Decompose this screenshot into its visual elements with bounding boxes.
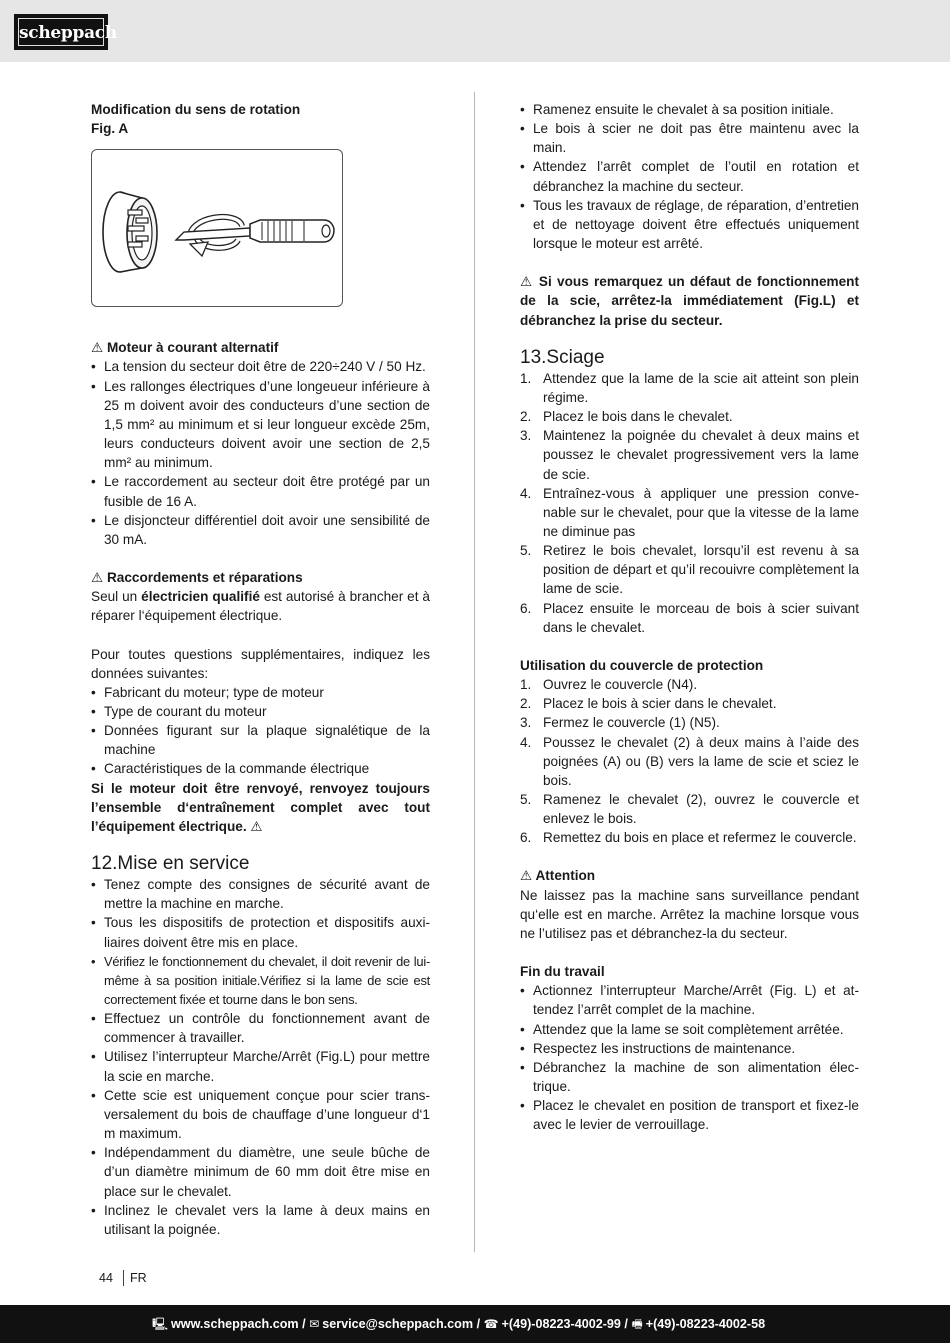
item-number: 6. <box>520 600 532 616</box>
section-13-list <box>520 369 859 637</box>
list-item: • Cette scie est uniquement conçue pour scier transversalement du bois de chauffage d’une longueur d‘1 m maximum. <box>91 1086 430 1143</box>
list-item: • Effectuez un contrôle du fonctionnement avant de commencer à travailler. <box>91 1009 430 1047</box>
list-item: • Type de courant du moteur <box>91 702 430 721</box>
figure-a-illustration <box>91 149 343 307</box>
brand-logo-text: scheppach <box>18 18 104 46</box>
return-note: Si le moteur doit être renvoyé, renvoyez toujours l’ensemble d‘entraînement complet avec tout l’équipement électrique. ⚠ <box>91 780 430 834</box>
cover-list <box>520 675 859 847</box>
section-13-title <box>520 347 859 369</box>
item-text: Ouvrez le couvercle (N4). <box>543 677 698 693</box>
section-number: 13. <box>520 346 547 368</box>
item-text: Ramenez le chevalet (2), ouvrez le couvercle et enlevez le bois. <box>543 792 859 827</box>
list-item: • Placez le chevalet en position de transport et fixez-le avec le levier de verrouillage. <box>520 1096 859 1134</box>
list-item <box>520 484 859 541</box>
item-text: Retirez le bois chevalet, lorsqu’il est revenu à sa position de départ et qu’il recouivre complètement la lame de scie. <box>543 543 859 597</box>
list-item: • Tous les dispositifs de protection et dispositifs auxiliaires doivent être mis en place. <box>91 913 430 951</box>
attention-text: Ne laissez pas la machine sans surveillance pendant qu‘elle est en marche. Arrêtez la machine lorsque vous ne l’utilisez pas et débranchez-la du secteur. <box>520 887 859 941</box>
item-number: 1. <box>520 370 532 386</box>
item-text: Poussez le chevalet (2) à deux mains à l’aide des poignées (A) ou (B) vers la lame de scie et sciez le bois. <box>543 734 859 788</box>
list-item: • Tenez compte des consignes de sécurité avant de mettre la machine en marche. <box>91 875 430 913</box>
section-number: 12. <box>91 853 118 875</box>
right-column <box>520 100 859 1135</box>
list-item: • Attendez que la lame se soit complètement arrêtée. <box>520 1020 859 1039</box>
list-item: • Tous les travaux de réglage, de réparation, d’entretien et de nettoyage doivent être effectués uniquement lorsque le moteur est arrêté. <box>520 196 859 253</box>
item-number: 2. <box>520 409 532 425</box>
list-item: • Vérifiez le fonctionnement du chevalet, il doit revenir de lui-même à sa position initiale.Vérifiez si la lame de scie est correctement fixée et tourne dans le bon sens. <box>91 952 430 1009</box>
list-item <box>520 733 859 790</box>
list-item: • Les rallonges électriques d’une longeueur inférieure à 25 m doivent avoir des conducteurs d’une section de 1,5 mm² au minimum et si leur longueur excède 25m, leurs conducteurs doivent avoir une section de 2,5 mm² au minimum. <box>91 377 430 473</box>
item-number: 3. <box>520 428 532 444</box>
list-item <box>520 713 859 732</box>
list-item: • Fabricant du moteur; type de moteur <box>91 683 430 702</box>
footer-contact-bar <box>0 1305 950 1343</box>
list-item <box>520 828 859 847</box>
end-of-work-title: Fin du travail <box>520 964 605 980</box>
language-code: FR <box>130 1271 147 1285</box>
list-item: • Actionnez l’interrupteur Marche/Arrêt (Fig. L) et attendez l’arrêt complet de la machine. <box>520 981 859 1019</box>
questions-intro: Pour toutes questions supplémentaires, indiquez les données suivantes: <box>91 646 430 681</box>
fax-number: +(49)-08223-4002-58 <box>645 1317 766 1331</box>
item-text: Fermez le couvercle (1) (N5). <box>543 715 720 731</box>
list-item: • Le raccordement au secteur doit être protégé par un fusible de 16 A. <box>91 472 430 510</box>
email-icon: ✉ <box>309 1317 320 1331</box>
phone-icon: ☎ <box>483 1317 499 1331</box>
list-item: • Respectez les instructions de maintenance. <box>520 1039 859 1058</box>
list-item: • Données figurant sur la plaque signalétique de la machine <box>91 721 430 759</box>
list-item <box>520 369 859 407</box>
list-item: • Caractéristiques de la commande électrique <box>91 759 430 778</box>
item-number: 6. <box>520 830 532 846</box>
list-item: • Indépendamment du diamètre, une seule bûche de d’un diamètre minimum de 60 mm doit être mise en place sur le chevalet. <box>91 1143 430 1200</box>
fig-a-label: Fig. A <box>91 121 129 137</box>
connections-text-post: est autorisé à brancher et à réparer l‘équipement électrique. <box>91 589 430 624</box>
list-item: • Attendez l’arrêt complet de l’outil en rotation et débranchez la machine du secteur. <box>520 157 859 195</box>
item-number: 5. <box>520 792 532 807</box>
item-text: Placez le bois dans le chevalet. <box>543 409 733 425</box>
connections-text-pre: Seul un <box>91 589 142 605</box>
section-12-title <box>91 853 430 875</box>
list-item <box>520 541 859 598</box>
item-text: Placez le bois à scier dans le chevalet. <box>543 696 777 712</box>
email-link[interactable]: service@scheppach.com / <box>322 1317 481 1331</box>
section-title-text: Mise en service <box>117 853 250 875</box>
list-item <box>520 599 859 637</box>
fax-icon: 🖷 <box>631 1317 643 1331</box>
list-item: • La tension du secteur doit être de 220÷240 V / 50 Hz. <box>91 357 430 376</box>
section-title-text: Sciage <box>546 346 605 368</box>
cover-title: Utilisation du couvercle de protection <box>520 657 764 673</box>
list-item: • Le bois à scier ne doit pas être maintenu avec la main. <box>520 119 859 157</box>
list-item: • Le disjoncteur différentiel doit avoir une sensibilité de 30 mA. <box>91 511 430 549</box>
phone-number: +(49)-08223-4002-99 / <box>501 1317 628 1331</box>
list-item <box>520 694 859 713</box>
rotation-heading: Modification du sens de rotation <box>91 102 301 117</box>
footer-contact-line <box>152 1315 765 1336</box>
item-text: Placez ensuite le morceau de bois à scier suivant dans le chevalet. <box>543 600 859 635</box>
brand-logo <box>14 14 117 50</box>
item-text: Maintenez la poignée du chevalet à deux mains et poussez le chevalet progressivement vers la lame de scie. <box>543 428 859 482</box>
questions-list <box>91 683 430 779</box>
plug-screwdriver-drawing <box>92 150 342 306</box>
item-number: 3. <box>520 715 532 731</box>
column-divider <box>474 92 475 1252</box>
item-number: 2. <box>520 696 532 712</box>
connections-text <box>91 587 430 625</box>
connections-text-bold: électricien qualifié <box>141 589 260 605</box>
list-item: • Utilisez l’interrupteur Marche/Arrêt (Fig.L) pour mettre la scie en marche. <box>91 1047 430 1085</box>
list-item: • Ramenez ensuite le chevalet à sa position initiale. <box>520 100 859 119</box>
motor-ac-list <box>91 357 430 549</box>
computer-icon: 🖳 <box>152 1317 169 1331</box>
item-number: 4. <box>520 485 532 501</box>
item-text: Entraînez-vous à appliquer une pression convenable sur le chevalet, pour que la vitesse de la lame ne diminue pas <box>543 485 859 539</box>
list-item <box>520 675 859 694</box>
left-column <box>91 100 430 1239</box>
item-number: 4. <box>520 734 532 750</box>
top-list <box>520 100 859 253</box>
motor-ac-title: ⚠ Moteur à courant alternatif <box>91 340 279 356</box>
list-item: • Inclinez le chevalet vers la lame à deux mains en utilisant la poignée. <box>91 1201 430 1239</box>
end-of-work-list <box>520 981 859 1134</box>
list-item: • Débranchez la machine de son alimentation électrique. <box>520 1058 859 1096</box>
list-item <box>520 407 859 426</box>
page-header <box>0 0 950 62</box>
item-number: 5. <box>520 543 532 559</box>
list-item <box>520 790 859 828</box>
section-12-list <box>91 875 430 1239</box>
attention-title: ⚠ Attention <box>520 868 596 884</box>
item-text: Remettez du bois en place et refermez le couvercle. <box>543 830 857 846</box>
item-text: Attendez que la lame de la scie ait atteint son plein régime. <box>543 370 859 405</box>
website-link[interactable]: www.scheppach.com / <box>171 1317 306 1331</box>
page-number: 44 <box>99 1271 113 1285</box>
list-item <box>520 426 859 483</box>
connections-title: ⚠ Raccordements et réparations <box>91 570 303 586</box>
item-number: 1. <box>520 677 532 693</box>
footer-separator <box>123 1270 124 1286</box>
defect-warning: ⚠ Si vous remarquez un défaut de fonctionnement de la scie, arrêtez-la immédiatement (Fig.L) et débranchez la prise du secteur. <box>520 274 859 328</box>
